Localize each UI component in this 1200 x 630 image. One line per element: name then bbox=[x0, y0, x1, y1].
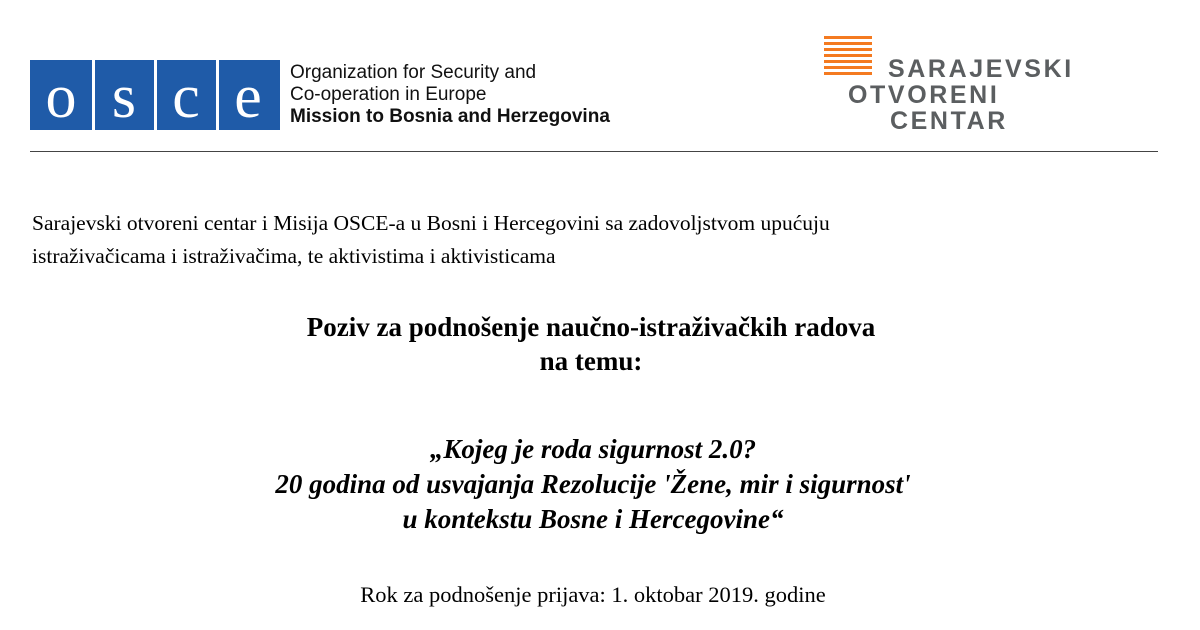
soc-logo-line-2: OTVORENI bbox=[848, 81, 1000, 109]
soc-logo-text bbox=[848, 56, 1074, 134]
svg-text:s: s bbox=[111, 63, 137, 130]
soc-logo-line-1: SARAJEVSKI bbox=[888, 55, 1074, 83]
intro-paragraph bbox=[32, 207, 1168, 273]
intro-line-1: Sarajevski otvoreni centar i Misija OSCE-a u Bosni i Hercegovini sa zadovoljstvom upućuju bbox=[32, 211, 830, 235]
letterhead bbox=[0, 0, 1200, 150]
svg-text:c: c bbox=[172, 63, 200, 130]
intro-line-2: istraživačicama i istraživačima, te aktivistima i aktivisticama bbox=[32, 244, 556, 268]
osce-name-line-1: Organization for Security and bbox=[290, 62, 537, 83]
osce-name-line-3: Mission to Bosnia and Herzegovina bbox=[290, 106, 610, 127]
heading-line-1: Poziv za podnošenje naučno-istraživačkih radova bbox=[306, 312, 876, 342]
svg-text:o: o bbox=[45, 63, 77, 130]
osce-name-line-2: Co-operation in Europe bbox=[290, 84, 487, 105]
header-divider bbox=[30, 151, 1158, 152]
submission-deadline: Rok za podnošenje prijava: 1. oktobar 2019. godine bbox=[360, 582, 826, 607]
theme-line-1: „Kojeg je roda sigurnost 2.0? bbox=[429, 434, 757, 464]
heading-line-2: na temu: bbox=[539, 346, 643, 376]
theme-line-3: u kontekstu Bosne i Hercegovine“ bbox=[402, 504, 784, 534]
osce-mission-name bbox=[290, 62, 610, 128]
osce-logo bbox=[30, 60, 280, 130]
svg-text:e: e bbox=[234, 63, 262, 130]
call-theme bbox=[0, 432, 1186, 537]
call-heading bbox=[0, 310, 1182, 378]
theme-line-2: 20 godina od usvajanja Rezolucije 'Žene, mir i sigurnost' bbox=[275, 469, 911, 499]
soc-logo-line-3: CENTAR bbox=[890, 107, 1008, 135]
